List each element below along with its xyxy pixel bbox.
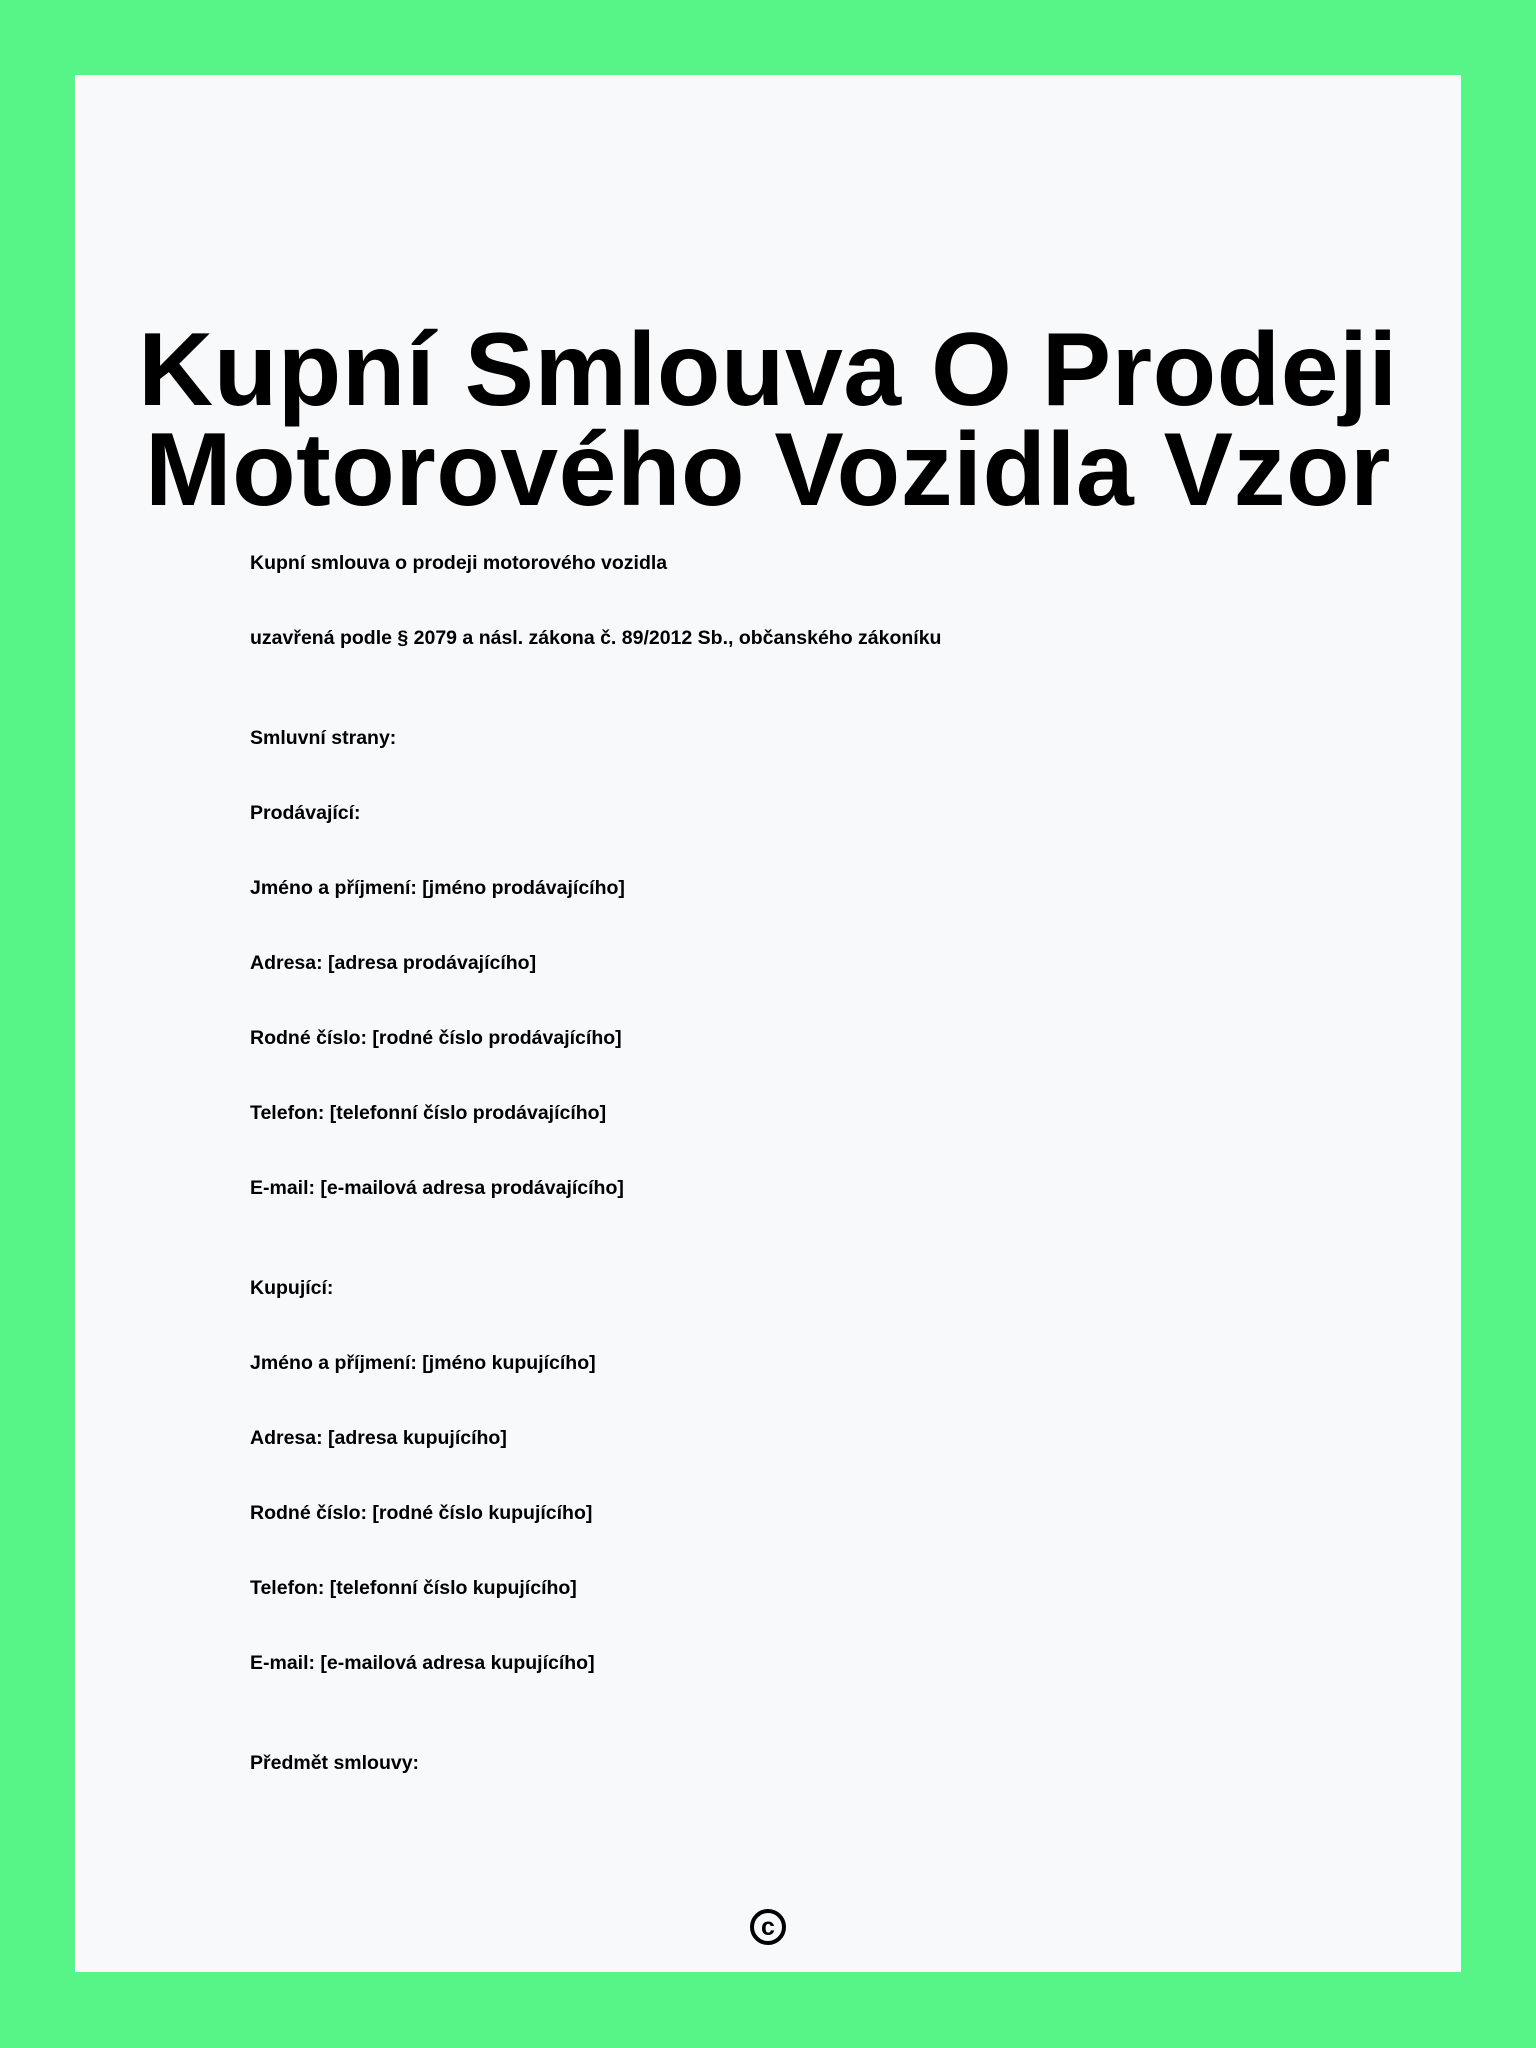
seller-address: Adresa: [adresa prodávajícího] [250,952,537,974]
buyer-heading: Kupující: [250,1277,334,1299]
buyer-name: Jméno a příjmení: [jméno kupujícího] [250,1352,596,1374]
document-title [75,312,1461,528]
seller-name: Jméno a příjmení: [jméno prodávajícího] [250,877,625,899]
title-line-1: Kupní Smlouva O Prodeji [138,312,1398,428]
copyright-icon [750,1909,786,1945]
seller-phone: Telefon: [telefonní číslo prodávajícího] [250,1102,607,1124]
document-page [75,75,1461,1972]
legal-basis: uzavřená podle § 2079 a násl. zákona č. 89/2012 Sb., občanského zákoníku [250,627,942,649]
seller-email: E-mail: [e-mailová adresa prodávajícího] [250,1177,624,1199]
buyer-phone: Telefon: [telefonní číslo kupujícího] [250,1577,577,1599]
buyer-email: E-mail: [e-mailová adresa kupujícího] [250,1652,595,1674]
seller-heading: Prodávající: [250,802,361,824]
section-subject: Předmět smlouvy: [250,1752,420,1774]
title-line-2: Motorového Vozidla Vzor [144,412,1392,528]
buyer-birth-number: Rodné číslo: [rodné číslo kupujícího] [250,1502,593,1524]
copyright-letter: c [761,1912,775,1941]
buyer-address: Adresa: [adresa kupujícího] [250,1427,507,1449]
contract-heading: Kupní smlouva o prodeji motorového vozidla [250,552,668,574]
section-parties: Smluvní strany: [250,727,397,749]
seller-birth-number: Rodné číslo: [rodné číslo prodávajícího] [250,1027,622,1049]
